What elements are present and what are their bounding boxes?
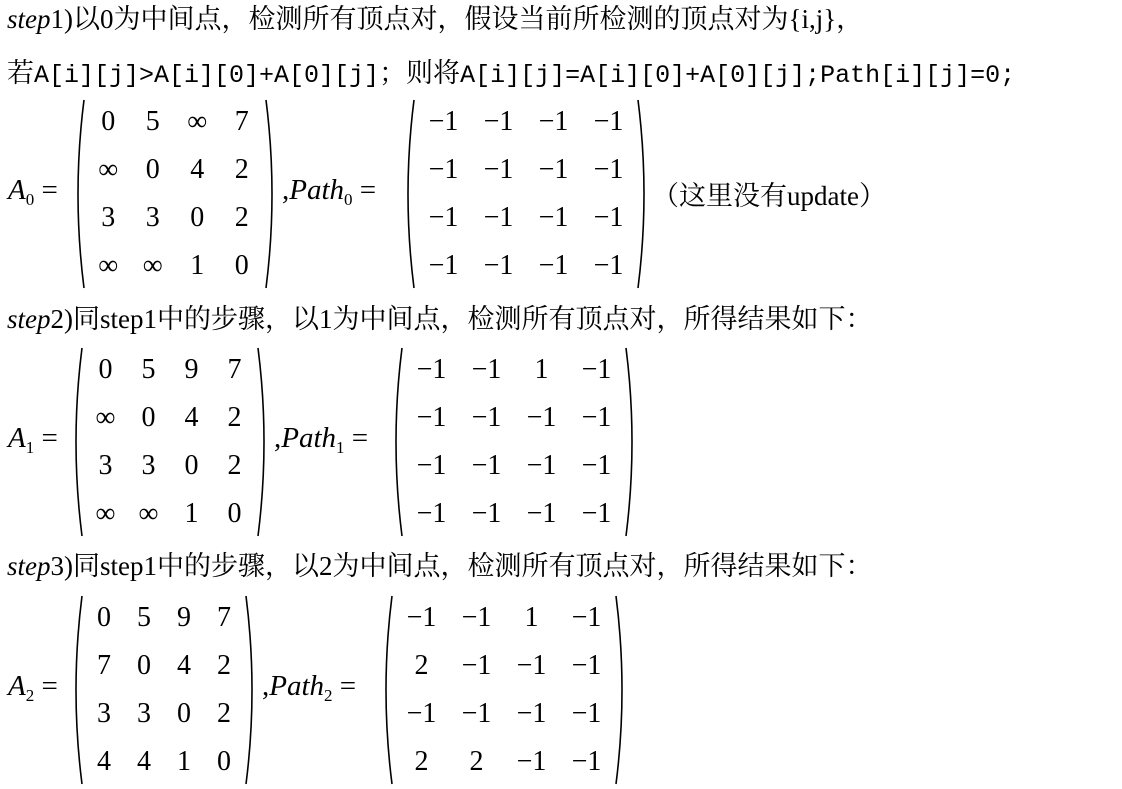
left-paren bbox=[68, 594, 84, 786]
cond-prefix: 若 bbox=[7, 58, 34, 88]
matrix-cell: 0 bbox=[227, 498, 242, 529]
matrix-cell: −1 bbox=[571, 650, 602, 681]
matrix-cell: 1 bbox=[524, 602, 539, 633]
step2-label: step bbox=[7, 304, 51, 334]
matrix-cell: −1 bbox=[461, 698, 492, 729]
matrix-cell: −1 bbox=[428, 202, 459, 233]
step3-label: step bbox=[7, 551, 51, 581]
matrix-A1 bbox=[68, 346, 272, 538]
left-paren bbox=[70, 98, 86, 290]
matrix-cell: 4 bbox=[97, 746, 111, 777]
step1-condition bbox=[7, 56, 1015, 93]
matrix-cell: −1 bbox=[538, 250, 569, 281]
matrix-cell: 7 bbox=[234, 106, 249, 137]
right-paren bbox=[636, 98, 652, 290]
matrix-A0 bbox=[70, 98, 280, 290]
matrix-cell: 7 bbox=[217, 602, 231, 633]
matrix-cell: −1 bbox=[593, 106, 624, 137]
matrix-cell: −1 bbox=[416, 498, 447, 529]
left-paren bbox=[378, 594, 394, 786]
matrix-cell: 9 bbox=[184, 354, 199, 385]
matrix-cell: 4 bbox=[177, 650, 191, 681]
matrix-cell: 0 bbox=[141, 402, 156, 433]
matrix-cell: 5 bbox=[145, 106, 160, 137]
matrix-cell: −1 bbox=[538, 202, 569, 233]
step3-A-lhs: $A_2$ = bbox=[8, 670, 58, 705]
matrix-cell: 1 bbox=[177, 746, 191, 777]
step3-heading bbox=[7, 549, 872, 583]
matrix-cell: 2 bbox=[217, 650, 231, 681]
matrix-cell: −1 bbox=[571, 602, 602, 633]
matrix-cell: −1 bbox=[526, 402, 557, 433]
matrix-cell: 1 bbox=[190, 250, 205, 281]
step1-label: step bbox=[7, 4, 51, 34]
matrix-A2 bbox=[68, 594, 260, 786]
matrix-cell: −1 bbox=[593, 202, 624, 233]
matrix-cell: −1 bbox=[416, 450, 447, 481]
matrix-cell: 0 bbox=[137, 650, 151, 681]
step1-text: 1)以0为中间点，检测所有顶点对，假设当前所检测的顶点对为{i,j}， bbox=[50, 4, 864, 34]
matrix-cell: −1 bbox=[526, 498, 557, 529]
matrix-cell: −1 bbox=[471, 450, 502, 481]
step2-text: 2)同step1中的步骤，以1为中间点，检测所有顶点对，所得结果如下： bbox=[50, 304, 873, 334]
matrix-cell: 3 bbox=[145, 202, 160, 233]
step1-A-lhs: $A_0$ = bbox=[8, 174, 58, 209]
right-paren bbox=[614, 594, 630, 786]
left-paren bbox=[400, 98, 416, 290]
matrix-cell: 2 bbox=[217, 698, 231, 729]
step1-heading bbox=[7, 2, 863, 36]
step2-A-lhs: $A_1$ = bbox=[8, 422, 58, 457]
matrix-cell: 4 bbox=[137, 746, 151, 777]
matrix-cell: −1 bbox=[483, 202, 514, 233]
matrix-cell: 0 bbox=[97, 602, 111, 633]
cond-code2: A[i][j]=A[i][0]+A[0][j];Path[i][j]=0; bbox=[460, 61, 1016, 90]
matrix-cell: 5 bbox=[137, 602, 151, 633]
matrix-cell: −1 bbox=[538, 106, 569, 137]
matrix-cell: 3 bbox=[137, 698, 151, 729]
step3-text: 3)同step1中的步骤，以2为中间点，检测所有顶点对，所得结果如下： bbox=[50, 551, 873, 581]
matrix-cell: −1 bbox=[471, 402, 502, 433]
matrix-cell: ∞ bbox=[142, 250, 163, 281]
matrix-cell: −1 bbox=[406, 698, 437, 729]
matrix-cell: 0 bbox=[234, 250, 249, 281]
matrix-cell: 2 bbox=[227, 402, 242, 433]
matrix-cell: ∞ bbox=[95, 402, 116, 433]
matrix-cell: 4 bbox=[184, 402, 199, 433]
matrix-cell: ∞ bbox=[138, 498, 159, 529]
matrix-cell: 3 bbox=[97, 698, 111, 729]
matrix-cell: −1 bbox=[483, 106, 514, 137]
right-paren bbox=[244, 594, 260, 786]
matrix-cell: −1 bbox=[483, 154, 514, 185]
matrix-cell: 7 bbox=[227, 354, 242, 385]
matrix-cell: 0 bbox=[145, 154, 160, 185]
matrix-cell: −1 bbox=[571, 746, 602, 777]
matrix-cell: 4 bbox=[190, 154, 205, 185]
matrix-cell: −1 bbox=[406, 602, 437, 633]
matrix-cell: 7 bbox=[97, 650, 111, 681]
matrix-Path1 bbox=[388, 346, 640, 538]
matrix-cell: −1 bbox=[516, 650, 547, 681]
step2-Path-lhs: ,Path$_1$ = bbox=[274, 422, 369, 457]
matrix-cell: 3 bbox=[101, 202, 116, 233]
matrix-cell: 2 bbox=[414, 650, 429, 681]
matrix-cell: 2 bbox=[414, 746, 429, 777]
matrix-cell: −1 bbox=[416, 402, 447, 433]
step1-Path-lhs: ,Path$_0$ = bbox=[282, 174, 377, 209]
matrix-cell: 5 bbox=[141, 354, 156, 385]
matrix-cell: 2 bbox=[234, 202, 249, 233]
matrix-cell: 3 bbox=[98, 450, 113, 481]
matrix-cell: −1 bbox=[416, 354, 447, 385]
matrix-cell: −1 bbox=[471, 498, 502, 529]
matrix-cell: −1 bbox=[593, 154, 624, 185]
matrix-cell: 0 bbox=[98, 354, 113, 385]
left-paren bbox=[68, 346, 84, 538]
matrix-cell: −1 bbox=[471, 354, 502, 385]
matrix-cell: −1 bbox=[461, 602, 492, 633]
matrix-cell: 2 bbox=[469, 746, 484, 777]
matrix-cell: 0 bbox=[177, 698, 191, 729]
matrix-cell: ∞ bbox=[98, 154, 119, 185]
right-paren bbox=[256, 346, 272, 538]
matrix-cell: −1 bbox=[483, 250, 514, 281]
matrix-Path0 bbox=[400, 98, 652, 290]
matrix-Path2 bbox=[378, 594, 630, 786]
matrix-cell: 0 bbox=[217, 746, 231, 777]
step1-note: （这里没有update） bbox=[652, 181, 886, 211]
matrix-cell: −1 bbox=[581, 402, 612, 433]
matrix-cell: 2 bbox=[234, 154, 249, 185]
matrix-cell: −1 bbox=[526, 450, 557, 481]
step3-Path-lhs: ,Path$_2$ = bbox=[262, 670, 357, 705]
matrix-cell: ∞ bbox=[98, 250, 119, 281]
matrix-cell: −1 bbox=[516, 698, 547, 729]
step2-heading bbox=[7, 302, 872, 336]
matrix-cell: 1 bbox=[184, 498, 199, 529]
matrix-cell: −1 bbox=[428, 250, 459, 281]
matrix-cell: −1 bbox=[581, 354, 612, 385]
matrix-cell: −1 bbox=[538, 154, 569, 185]
right-paren bbox=[264, 98, 280, 290]
matrix-cell: 0 bbox=[184, 450, 199, 481]
matrix-cell: −1 bbox=[428, 106, 459, 137]
matrix-cell: −1 bbox=[461, 650, 492, 681]
matrix-cell: −1 bbox=[581, 498, 612, 529]
right-paren bbox=[624, 346, 640, 538]
matrix-cell: 1 bbox=[534, 354, 549, 385]
matrix-cell: −1 bbox=[581, 450, 612, 481]
matrix-cell: 2 bbox=[227, 450, 242, 481]
cond-code: A[i][j]>A[i][0]+A[0][j] bbox=[34, 61, 380, 90]
matrix-cell: 0 bbox=[101, 106, 116, 137]
matrix-cell: 0 bbox=[190, 202, 205, 233]
matrix-cell: 9 bbox=[177, 602, 191, 633]
matrix-cell: −1 bbox=[428, 154, 459, 185]
matrix-cell: ∞ bbox=[95, 498, 116, 529]
matrix-cell: ∞ bbox=[187, 106, 208, 137]
matrix-cell: −1 bbox=[593, 250, 624, 281]
matrix-cell: 3 bbox=[141, 450, 156, 481]
matrix-cell: −1 bbox=[571, 698, 602, 729]
left-paren bbox=[388, 346, 404, 538]
matrix-cell: −1 bbox=[516, 746, 547, 777]
cond-mid: ；则将 bbox=[379, 58, 461, 88]
